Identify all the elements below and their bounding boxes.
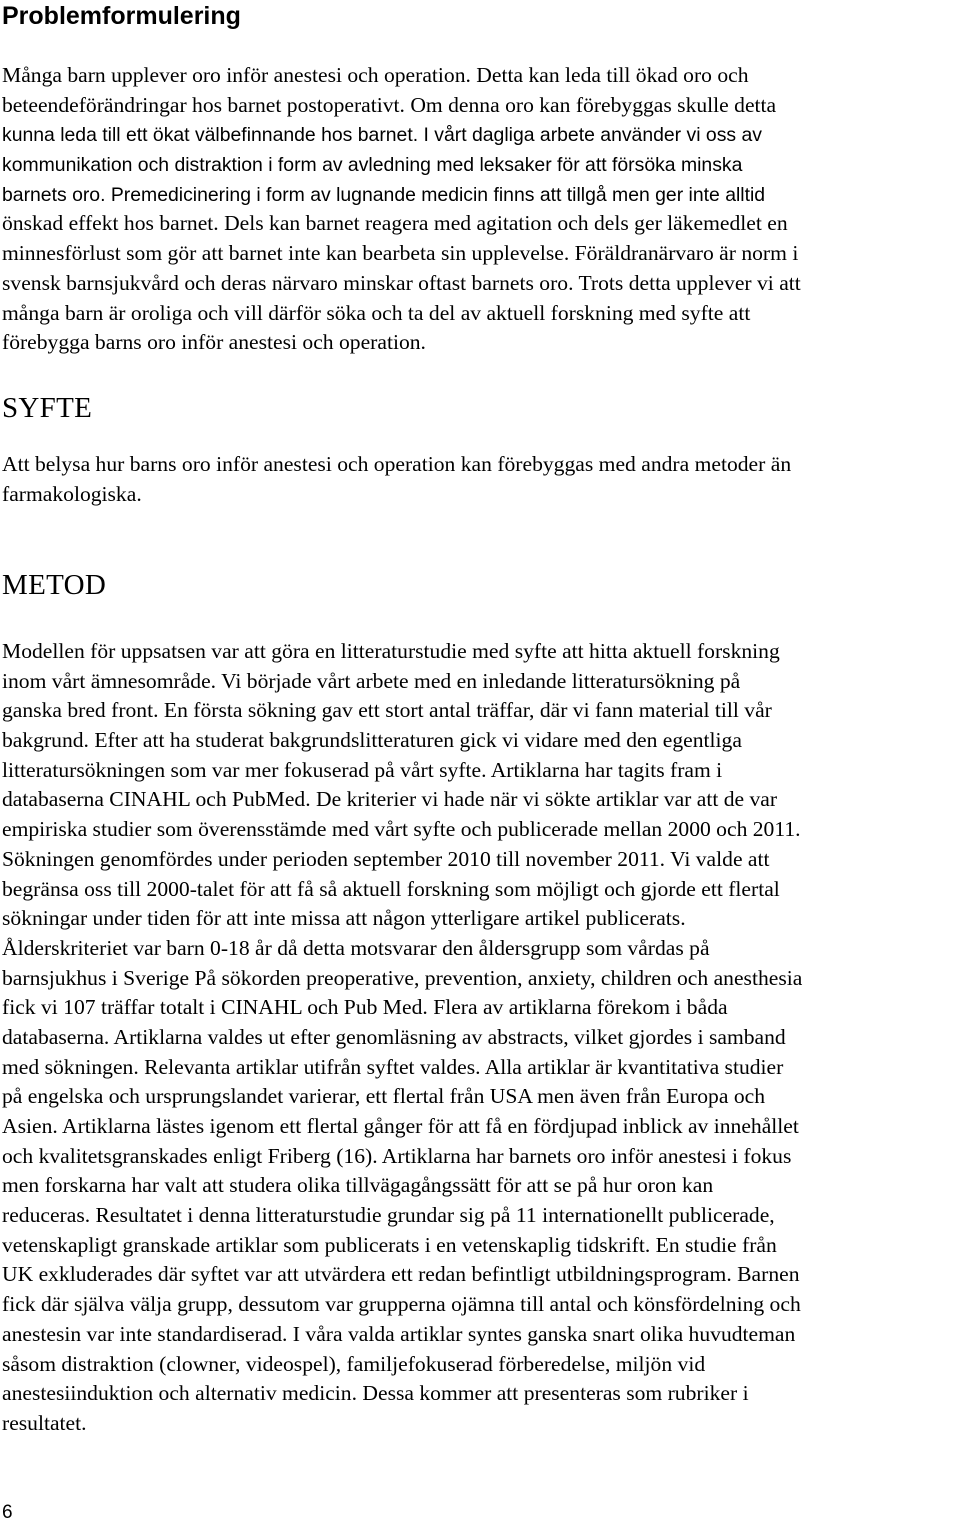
text-line xyxy=(2,180,801,210)
heading-metod: METOD xyxy=(2,569,107,601)
text-line-content: kunna leda till ett ökat välbefinnande hos barnet. I vårt dagliga arbete använder vi oss av xyxy=(2,124,762,147)
heading-problemformulering: Problemformulering xyxy=(2,2,241,30)
text-line: minnesförlust som gör att barnet inte kan bearbeta sin upplevelse. Föräldranärvaro är norm i xyxy=(2,241,799,266)
text-line: UK exkluderades där syftet var att utvärdera ett redan befintligt utbildningsprogram. Barnen xyxy=(2,1262,800,1287)
text-line: anestesin var inte standardiserad. I våra valda artiklar syntes ganska snart olika huvudteman xyxy=(2,1321,796,1346)
text-line: reduceras. Resultatet i denna litteraturstudie grundar sig på 11 internationellt publicerade, xyxy=(2,1203,775,1228)
text-line xyxy=(2,120,801,150)
text-line: Modellen för uppsatsen var att göra en litteraturstudie med syfte att hitta aktuell forskning xyxy=(2,639,780,663)
text-line: farmakologiska. xyxy=(2,481,142,506)
text-line: begränsa oss till 2000-talet för att få så aktuell forskning som möjligt och gjorde ett flertal xyxy=(2,876,780,901)
text-line: förebygga barns oro inför anestesi och operation. xyxy=(2,330,426,355)
text-line: svensk barnsjukvård och deras närvaro minskar oftast barnets oro. Trots detta upplever vi att xyxy=(2,270,801,295)
text-line: Asien. Artiklarna lästes igenom ett flertal gånger för att få en fördjupad inblick av innehållet xyxy=(2,1114,799,1138)
text-line: litteratursökningen som var mer fokuserad på vårt syfte. Artiklarna har tagits fram i xyxy=(2,757,723,782)
text-line xyxy=(2,150,801,180)
text-line: Att belysa hur barns oro inför anestesi och operation kan förebyggas med andra metoder än xyxy=(2,452,792,476)
text-line: resultatet. xyxy=(2,1410,87,1435)
text-line: beteendeförändringar hos barnet postoperativt. Om denna oro kan förebyggas skulle detta xyxy=(2,92,777,117)
text-line: Många barn upplever oro inför anestesi och operation. Detta kan leda till ökad oro och xyxy=(2,63,749,87)
text-line: sökningar under tiden för att inte missa att någon ytterligare artikel publicerats. xyxy=(2,906,686,931)
text-line: barnsjukhus i Sverige På sökorden preoperative, prevention, anxiety, children och anesthesia xyxy=(2,965,803,990)
text-line: önskad effekt hos barnet. Dels kan barnet reagera med agitation och dels ger läkemedlet en xyxy=(2,211,788,236)
text-line: men forskarna har valt att studera olika tillvägagångssätt för att se på hur oron kan xyxy=(2,1173,714,1198)
text-line: bakgrund. Efter att ha studerat bakgrundslitteraturen gick vi vidare med den egentliga xyxy=(2,728,742,753)
text-line: inom vårt ämnesområde. Vi började vårt arbete med en inledande litteratursökning på xyxy=(2,668,741,693)
text-line: fick vi 107 träffar totalt i CINAHL och Pub Med. Flera av artiklarna förekom i båda xyxy=(2,995,728,1020)
text-line: Ålderskriteriet var barn 0-18 år då detta motsvarar den åldersgrupp som vårdas på xyxy=(2,935,710,960)
text-line: Sökningen genomfördes under perioden september 2010 till november 2011. Vi valde att xyxy=(2,846,770,871)
text-line: och kvalitetsgranskades enligt Friberg (16). Artiklarna har barnets oro inför anestesi i fokus xyxy=(2,1143,792,1168)
text-line: databaserna. Artiklarna valdes ut efter genomläsning av abstracts, vilket gjordes i samband xyxy=(2,1024,786,1049)
aim-paragraph xyxy=(2,450,791,509)
text-line: vetenskapligt granskade artiklar som publicerats i en vetenskaplig tidskrift. En studie från xyxy=(2,1232,777,1257)
text-line: med sökningen. Relevanta artiklar utifrån syftet valdes. Alla artiklar är kvantitativa studier xyxy=(2,1054,784,1079)
text-line-content: barnets oro. Premedicinering i form av lugnande medicin finns att tillgå men ger inte alltid xyxy=(2,183,766,206)
text-line: på engelska och ursprungslandet varierar, ett flertal från USA men även från Europa och xyxy=(2,1084,766,1109)
text-line: ganska bred front. En första sökning gav ett stort antal träffar, där vi fann material till vår xyxy=(2,698,772,723)
text-line: empiriska studier som överensstämde med vårt syfte och publicerade mellan 2000 och 2011. xyxy=(2,817,801,842)
text-line: anestesiinduktion och alternativ medicin. Dessa kommer att presenteras som rubriker i xyxy=(2,1381,749,1406)
heading-syfte: SYFTE xyxy=(2,392,93,424)
text-line: många barn är oroliga och vill därför söka och ta del av aktuell forskning med syfte att xyxy=(2,300,751,325)
text-line: databaserna CINAHL och PubMed. De kriterier vi hade när vi sökte artiklar var att de var xyxy=(2,787,778,812)
text-line-content: kommunikation och distraktion i form av avledning med leksaker för att försöka minska xyxy=(2,154,743,177)
page-number: 6 xyxy=(2,1502,13,1523)
method-paragraph xyxy=(2,637,802,1439)
text-line: såsom distraktion (clowner, videospel), familjefokuserad förberedelse, miljön vid xyxy=(2,1351,706,1376)
problem-paragraph xyxy=(2,61,801,358)
text-line: fick där själva välja grupp, dessutom var grupperna ojämna till antal och könsfördelning och xyxy=(2,1292,801,1317)
